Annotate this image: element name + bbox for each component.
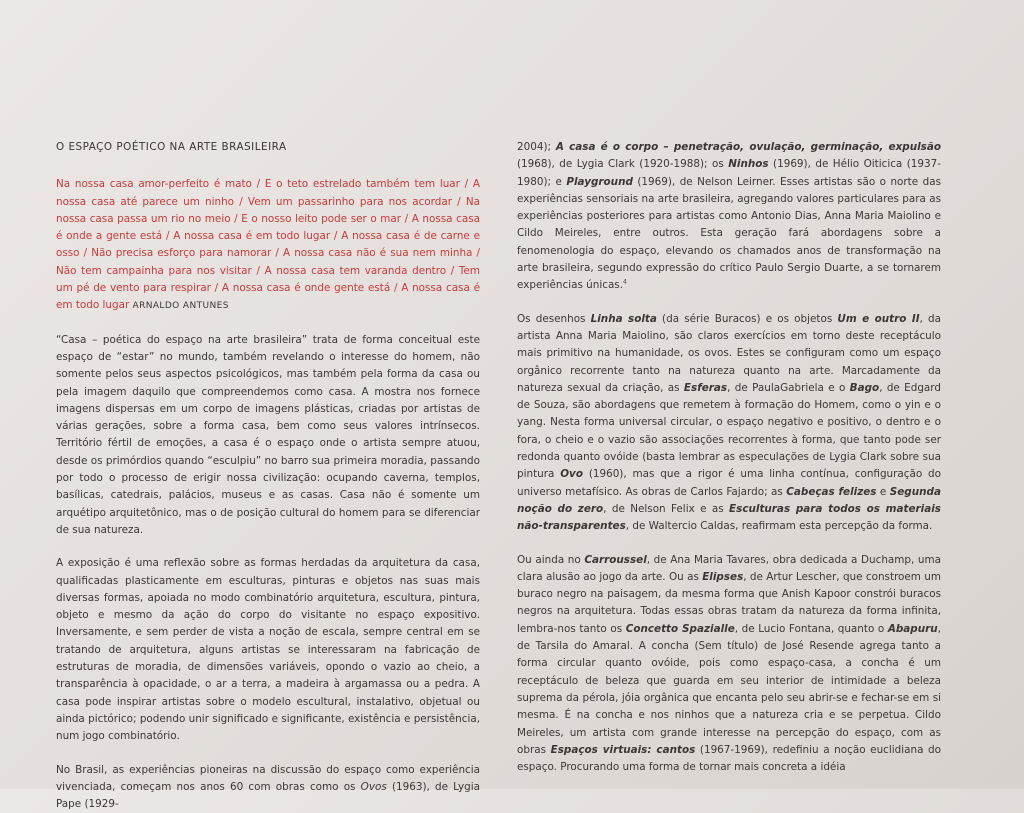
text-run: , de Edgard de Souza, são abordagens que remetem à formação do Homem, como o yin e o yang. Nesta forma universal circular, o espaço negativo e positivo, o dentro e o fora, o cheio e o vazio são associações recorrentes à forma, que tanto pode ser redonda quanto ovóide (basta lembrar as especulações de Lygia Clark sobre sua pintura bbox=[517, 382, 941, 480]
artwork-title: Carroussel bbox=[584, 554, 646, 566]
artwork-title: A casa é o corpo – penetração, ovulação, germinação, expulsão bbox=[556, 141, 941, 153]
text-run: (1963), de Lygia Pape (1929- bbox=[56, 781, 480, 810]
artwork-title: Elipses bbox=[702, 571, 743, 583]
paragraph-exposition: A exposição é uma reflexão sobre as formas herdadas da arquitetura da casa, qualificadas plasticamente em esculturas, pinturas e objetos nas suas mais diversas formas, apoiada no modo combinatório arquitetura, escultura, pintura, objeto e mesmo da ação do corpo do visitante no espaço expositivo. Inversamente, e sem perder de vista a noção de escala, sempre central em se tratando de arquitetura, alguns artistas se interessaram na fabricação de estruturas de moradia, de dimensões variáveis, opondo o vazio ao cheio, a transparência à opacidade, o ar a terra, a madeira à argamassa ou a pedra. A casa pode inspirar artistas sobre o modelo escultural, instalativo, objetual ou ainda pictórico; podendo unir significado e significante, existência e persistência, num jogo combinatório. bbox=[56, 555, 480, 745]
text-run: Ou ainda no bbox=[517, 554, 584, 566]
text-run: , de Waltercio Caldas, reafirmam esta percepção da forma. bbox=[626, 520, 933, 532]
artwork-title: Cabeças felizes bbox=[786, 486, 876, 498]
paragraph-brasil bbox=[56, 762, 480, 813]
left-column bbox=[56, 139, 480, 813]
text-run: , de PaulaGabriela e o bbox=[727, 382, 850, 394]
artwork-title: Bago bbox=[850, 382, 880, 394]
poem-epigraph bbox=[56, 176, 480, 315]
text-run: No Brasil, as experiências pioneiras na discussão do espaço como experiência vivenciada, começam nos anos 60 com obras como os bbox=[56, 764, 480, 793]
artwork-title: Playground bbox=[566, 176, 633, 188]
text-run: Os desenhos bbox=[517, 313, 591, 325]
artwork-title: Espaços virtuais: cantos bbox=[551, 744, 696, 756]
artwork-title: Concetto Spazialle bbox=[626, 623, 735, 635]
artwork-title: Ovo bbox=[560, 468, 583, 480]
poem-text: Na nossa casa amor-perfeito é mato / E o teto estrelado também tem luar / A nossa casa até parece um ninho / Vem um passarinho para nos acordar / Na nossa casa passa um rio no meio / E o nosso leito pode ser o mar / A nossa casa é onde a gente está / A nossa casa é em todo lugar / A nossa casa é de carne e osso / Não precisa esforço para namorar / A nossa casa não é sua nem minha / Não tem campainha para nos visitar / A nossa casa tem varanda dentro / Tem um pé de vento para respirar / A nossa casa é onde gente está / A nossa casa é em todo lugar bbox=[56, 178, 480, 311]
artwork-title: Abapuru bbox=[888, 623, 938, 635]
text-run: (1967-1969), redefiniu a noção euclidiana do espaço. Procurando uma forma de tornar mais concreta a idéia bbox=[517, 744, 941, 773]
text-run: , de Tarsila do Amaral. A concha (Sem título) de José Resende agrega tanto a forma circular quanto ovóide, pois como espaço-casa, a concha é um receptáculo de beleza que guarda em seu interior de intimidade a beleza suprema da pérola, jóia orgânica que encanta pelo seu abrir-se e fechar-se em si mesma. É na concha e nos ninhos que a natureza cria e se perpetua. Cildo Meireles, um artista com grande interesse na percepção do espaço, com as obras bbox=[517, 623, 941, 756]
poem-author: ARNALDO ANTUNES bbox=[133, 301, 229, 311]
paragraph-carroussel bbox=[517, 552, 941, 777]
right-column bbox=[517, 139, 941, 776]
artwork-title: Esferas bbox=[684, 382, 727, 394]
text-run: , da artista Anna Maria Maiolino, são claros exercícios em torno deste receptáculo mais primitivo na humanidade, os ovos. Estes se configuram como um espaço orgânico recorrente tanto na natureza quanto na arte. Marcadamente da natureza sexual da criação, as bbox=[517, 313, 941, 394]
artwork-title: Um e outro II bbox=[837, 313, 919, 325]
paragraph-pioneers bbox=[517, 139, 941, 295]
paragraph-maiolino bbox=[517, 311, 941, 536]
text-run: , de Artur Lescher, que constroem um buraco negro na paisagem, da mesma forma que Anish Kapoor constrói buracos negros na arquitetura. Todas essas obras tratam da natureza da forma infinita, lembra-nos tanto os bbox=[517, 571, 941, 635]
text-run: , de Nelson Felix e as bbox=[603, 503, 729, 515]
text-run: , de Lucio Fontana, quanto o bbox=[735, 623, 888, 635]
artwork-title: Segunda noção do zero bbox=[517, 486, 941, 515]
artwork-title: Esculturas para todos os materiais não-transparentes bbox=[517, 503, 941, 532]
page-title: O ESPAÇO POÉTICO NA ARTE BRASILEIRA bbox=[56, 139, 480, 156]
text-run: , de Ana Maria Tavares, obra dedicada a Duchamp, uma clara alusão ao jogo da arte. Ou as bbox=[517, 554, 941, 583]
artwork-title: Linha solta bbox=[591, 313, 657, 325]
text-run: (1969), de Hélio Oiticica (1937-1980); e bbox=[517, 158, 941, 187]
text-run: 2004); bbox=[517, 141, 556, 153]
text-run: (1969), de Nelson Leirner. Esses artistas são o norte das experiências sensoriais na arte brasileira, agregando valores particulares para as experiências posteriores para artistas como Antonio Dias, Anna Maria Maiolino e Cildo Meireles, entre outros. Esta geração fará abordagens sobre a fenomenologia do espaço, elevando os chamados anos de transformação na arte brasileira, segundo expressão do crítico Paulo Sergio Duarte, a se tornarem experiências únicas. bbox=[517, 176, 941, 292]
text-run: (1960), mas que a rigor é uma linha contínua, configuração do universo metafísico. As obras de Carlos Fajardo; as bbox=[517, 468, 941, 497]
text-run: e bbox=[876, 486, 889, 498]
paragraph-intro: “Casa – poética do espaço na arte brasileira” trata de forma conceitual este espaço de “estar” no mundo, também revelando o interesse do homem, não somente pelos seus aspectos psicológicos, mas também pela forma da casa ou pela imagem daquilo que compreendemos como casa. A mostra nos fornece imagens dispersas em um corpo de imagens plásticas, criadas por artistas de várias gerações, sobre a forma casa, bem como seus valores intrínsecos. Território fértil de emoções, a casa é o espaço onde o artista sempre atuou, desde os primórdios quando “esculpiu” no barro sua primeira moradia, passando por todo o processo de erigir nossa civilização: ocupando caverna, templos, basílicas, catedrais, palácios, museus e as casas. Casa não é somente um arquétipo arquitetônico, mas o de posição cultural do homem para se diferenciar de sua natureza. bbox=[56, 332, 480, 540]
text-run: (da série Buracos) e os objetos bbox=[657, 313, 837, 325]
text-run: (1968), de Lygia Clark (1920-1988); os bbox=[517, 158, 728, 170]
artwork-title: Ninhos bbox=[728, 158, 768, 170]
footnote-marker: 4 bbox=[623, 279, 627, 286]
artwork-title: Ovos bbox=[361, 781, 387, 793]
